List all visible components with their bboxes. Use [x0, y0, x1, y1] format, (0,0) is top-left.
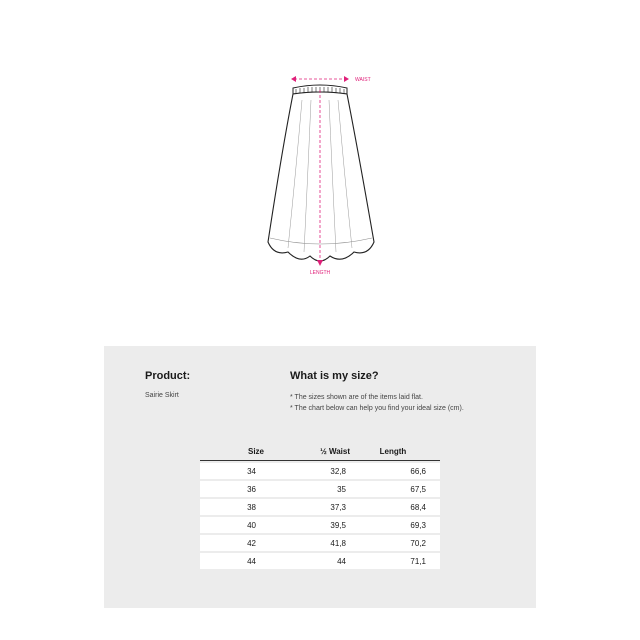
cell-half-waist: 44 [337, 556, 346, 566]
table-row [200, 535, 440, 551]
size-guide-notes [290, 392, 464, 414]
cell-length: 66,6 [410, 466, 426, 476]
cell-length: 69,3 [410, 520, 426, 530]
cell-length: 68,4 [410, 502, 426, 512]
cell-size: 36 [247, 484, 256, 494]
cell-length: 70,2 [410, 538, 426, 548]
table-row [200, 463, 440, 479]
table-row [200, 553, 440, 569]
header-length: Length [379, 446, 407, 456]
table-row [200, 481, 440, 497]
length-label: LENGTH [309, 270, 331, 276]
cell-size: 44 [247, 556, 256, 566]
cell-size: 42 [247, 538, 256, 548]
cell-half-waist: 32,8 [330, 466, 346, 476]
size-guide-heading: What is my size? [290, 370, 379, 382]
skirt-diagram [250, 60, 390, 290]
table-row [200, 499, 440, 515]
header-size: Size [247, 446, 264, 456]
size-note: * The sizes shown are of the items laid flat. [290, 394, 423, 401]
size-table [200, 442, 440, 569]
size-note: * The chart below can help you find your ideal size (cm). [290, 405, 464, 412]
cell-half-waist: 41,8 [330, 538, 346, 548]
cell-half-waist: 37,3 [330, 502, 346, 512]
size-guide-panel [104, 346, 536, 608]
table-row [200, 517, 440, 533]
cell-size: 34 [247, 466, 256, 476]
cell-size: 40 [247, 520, 256, 530]
cell-length: 67,5 [410, 484, 426, 494]
table-header [200, 442, 440, 461]
cell-half-waist: 35 [337, 484, 346, 494]
skirt-outline [268, 92, 374, 261]
cell-size: 38 [247, 502, 256, 512]
product-label: Product: [145, 370, 191, 382]
product-name: Sairie Skirt [145, 392, 179, 399]
waist-measure-arrow [291, 76, 349, 82]
waist-label: WAIST [355, 77, 371, 83]
cell-length: 71,1 [410, 556, 426, 566]
cell-half-waist: 39,5 [330, 520, 346, 530]
header-half-waist: ½ Waist [320, 446, 350, 456]
